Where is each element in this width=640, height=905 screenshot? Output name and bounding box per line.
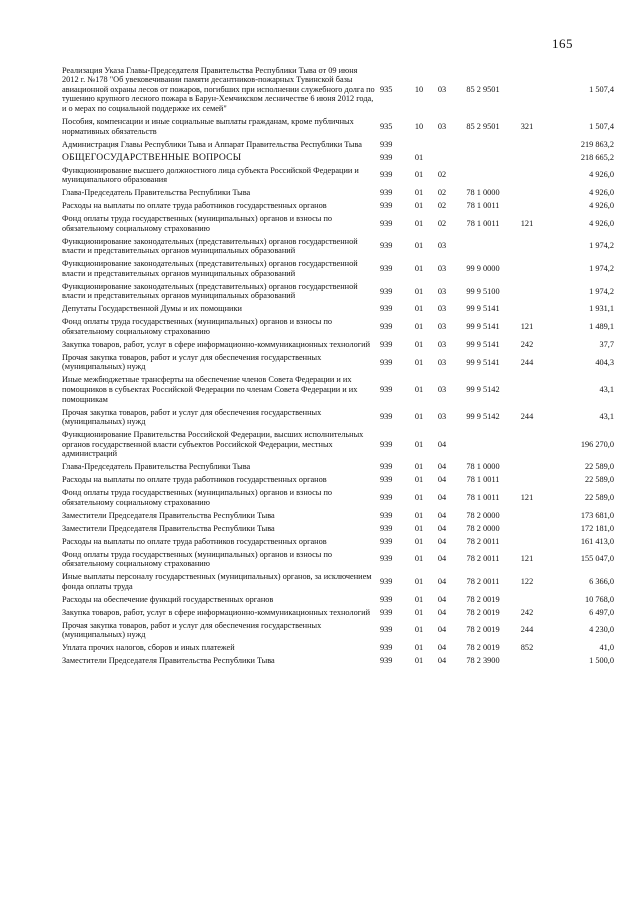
department-code-cell: 939 [380, 152, 393, 162]
amount-cell: 4 926,0 [589, 188, 614, 198]
expense-type-code-cell: 121 [520, 492, 534, 502]
department-code-cell: 939 [380, 188, 393, 198]
expense-type-code-cell [512, 374, 542, 406]
department-code-cell: 939 [380, 607, 393, 617]
expense-type-code-cell: 121 [520, 218, 534, 228]
expense-name-cell: Депутаты Государственной Думы и их помощники [62, 304, 242, 314]
amount-cell: 22 589,0 [584, 475, 614, 485]
table-row [62, 619, 614, 642]
target-article-code-cell: 99 9 5141 [466, 304, 500, 314]
expense-name-cell: Реализация Указа Главы-Председателя Правительства Республики Тыва от 09 июня 2012 г. №178 "Об увековечивании памяти десантников-пожарных Тувинской базы авиационной охраны лесов от пожаров, погибших при исполнении служебного долга по тушению крупного лесного пожара в Барун-Хемчикском лесничестве 6 июня 2012 года, и о мерах по социальной поддержке их семей" [62, 65, 375, 114]
subsection-code-cell: 02 [437, 218, 447, 228]
subsection-code-cell: 04 [437, 643, 447, 653]
department-code-cell: 939 [380, 510, 393, 520]
section-code-cell: 01 [414, 357, 424, 367]
amount-cell: 6 497,0 [589, 607, 614, 617]
subsection-code-cell: 03 [437, 304, 447, 314]
department-code-cell: 939 [380, 322, 393, 332]
budget-table-body [62, 64, 614, 668]
subsection-code-cell: 02 [437, 188, 447, 198]
table-row [62, 655, 614, 668]
section-code-cell: 01 [414, 656, 424, 666]
table-row [62, 338, 614, 351]
subsection-code-cell: 03 [437, 84, 447, 94]
table-row [62, 351, 614, 374]
target-article-code-cell: 78 2 0000 [466, 510, 500, 520]
amount-cell: 1 974,2 [589, 241, 614, 251]
table-row [62, 474, 614, 487]
table-row [62, 571, 614, 594]
table-row [62, 212, 614, 235]
table-row [62, 115, 614, 138]
target-article-code-cell: 78 1 0000 [466, 188, 500, 198]
expense-name-cell: Закупка товаров, работ, услуг в сфере информационно-коммуникационных технологий [62, 339, 371, 349]
expense-name-cell: Пособия, компенсации и иные социальные выплаты гражданам, кроме публичных нормативных обязательств [62, 117, 354, 136]
section-code-cell: 01 [414, 263, 424, 273]
department-code-cell: 939 [380, 492, 393, 502]
amount-cell: 196 270,0 [580, 439, 614, 449]
expense-type-code-cell [512, 138, 542, 151]
expense-name-cell: Расходы на выплаты по оплате труда работников государственных органов [62, 475, 327, 485]
expense-type-code-cell [512, 593, 542, 606]
expense-name-cell: Прочая закупка товаров, работ и услуг для обеспечения государственных (муниципальных) нужд [62, 352, 322, 372]
target-article-code-cell: 99 9 5142 [466, 412, 500, 422]
amount-cell: 4 926,0 [589, 218, 614, 228]
expense-type-code-cell [512, 509, 542, 522]
section-code-cell: 01 [414, 625, 424, 635]
subsection-code-cell: 03 [437, 241, 447, 251]
section-code-cell: 01 [414, 462, 424, 472]
expense-name-cell: Функционирование законодательных (представительных) органов государственной власти и представительных органов муниципальных образований [62, 236, 358, 256]
expense-type-code-cell [512, 164, 542, 187]
amount-cell: 1 507,4 [589, 121, 614, 131]
section-code-cell: 01 [414, 218, 424, 228]
table-row [62, 642, 614, 655]
table-row [62, 548, 614, 571]
budget-table [62, 64, 614, 668]
target-article-code-cell: 99 9 5141 [466, 357, 500, 367]
table-row [62, 593, 614, 606]
expense-name-cell: Уплата прочих налогов, сборов и иных платежей [62, 643, 235, 653]
expense-type-code-cell [512, 303, 542, 316]
table-row [62, 606, 614, 619]
target-article-code-cell: 78 2 0019 [466, 607, 500, 617]
expense-name-cell: Заместители Председателя Правительства Республики Тыва [62, 656, 275, 666]
department-code-cell: 939 [380, 286, 393, 296]
expense-name-cell: Функционирование Правительства Российской Федерации, высших исполнительных органов государственной власти субъектов Российской Федерации, местных администраций [62, 430, 364, 459]
amount-cell: 1 974,2 [589, 286, 614, 296]
target-article-code-cell: 78 2 0000 [466, 523, 500, 533]
expense-type-code-cell [512, 474, 542, 487]
table-row [62, 138, 614, 151]
section-code-cell: 01 [414, 475, 424, 485]
expense-name-cell: Фонд оплаты труда государственных (муниципальных) органов и взносы по обязательному социальному страхованию [62, 317, 333, 336]
department-code-cell: 935 [380, 121, 393, 131]
section-code-cell: 01 [414, 201, 424, 211]
section-code-cell: 01 [414, 523, 424, 533]
section-code-cell: 01 [414, 304, 424, 314]
expense-name-cell: Заместители Председателя Правительства Республики Тыва [62, 510, 275, 520]
expense-type-code-cell: 244 [520, 357, 534, 367]
table-row [62, 522, 614, 535]
expense-type-code-cell: 122 [520, 576, 534, 586]
expense-type-code-cell: 852 [520, 643, 534, 653]
amount-cell: 219 863,2 [580, 139, 614, 149]
expense-name-cell: Фонд оплаты труда государственных (муниципальных) органов и взносы по обязательному социальному страхованию [62, 488, 333, 507]
target-article-code-cell: 85 2 9501 [466, 121, 500, 131]
department-code-cell: 935 [380, 84, 393, 94]
department-code-cell: 939 [380, 625, 393, 635]
subsection-code-cell: 04 [437, 492, 447, 502]
target-article-code-cell: 78 2 0019 [466, 594, 500, 604]
department-code-cell: 939 [380, 384, 393, 394]
amount-cell: 155 047,0 [580, 554, 614, 564]
amount-cell: 1 974,2 [589, 263, 614, 273]
department-code-cell: 939 [380, 218, 393, 228]
expense-type-code-cell [512, 199, 542, 212]
department-code-cell: 939 [380, 439, 393, 449]
subsection-code-cell: 03 [437, 286, 447, 296]
department-code-cell: 939 [380, 554, 393, 564]
subsection-code-cell: 03 [437, 357, 447, 367]
expense-name-cell: ОБЩЕГОСУДАРСТВЕННЫЕ ВОПРОСЫ [62, 151, 242, 163]
target-article-code-cell: 99 9 5141 [466, 322, 500, 332]
expense-name-cell: Расходы на выплаты по оплате труда работников государственных органов [62, 201, 327, 211]
section-code-cell: 01 [414, 576, 424, 586]
department-code-cell: 939 [380, 170, 393, 180]
amount-cell: 22 589,0 [584, 492, 614, 502]
expense-type-code-cell [512, 64, 542, 115]
section-code-cell: 01 [414, 322, 424, 332]
table-row [62, 509, 614, 522]
section-code-cell: 01 [414, 152, 424, 162]
expense-type-code-cell: 242 [520, 607, 534, 617]
subsection-code-cell: 03 [437, 412, 447, 422]
target-article-code-cell: 99 9 5100 [466, 286, 500, 296]
department-code-cell: 939 [380, 339, 393, 349]
subsection-code-cell: 04 [437, 439, 447, 449]
subsection-code-cell: 04 [437, 475, 447, 485]
table-row [62, 164, 614, 187]
amount-cell: 41,0 [599, 643, 614, 653]
target-article-code-cell [454, 138, 512, 151]
subsection-code-cell: 04 [437, 523, 447, 533]
section-code-cell: 01 [414, 439, 424, 449]
table-row [62, 428, 614, 460]
table-row [62, 257, 614, 280]
expense-type-code-cell [512, 186, 542, 199]
department-code-cell: 939 [380, 576, 393, 586]
target-article-code-cell: 78 2 0011 [466, 536, 500, 546]
expense-name-cell: Закупка товаров, работ, услуг в сфере информационно-коммуникационных технологий [62, 607, 371, 617]
table-row [62, 535, 614, 548]
expense-type-code-cell [512, 461, 542, 474]
section-code-cell: 01 [414, 412, 424, 422]
subsection-code-cell: 02 [437, 170, 447, 180]
expense-type-code-cell [512, 535, 542, 548]
subsection-code-cell: 03 [437, 322, 447, 332]
target-article-code-cell: 99 9 5141 [466, 339, 500, 349]
expense-type-code-cell [512, 428, 542, 460]
target-article-code-cell: 78 2 0019 [466, 643, 500, 653]
expense-name-cell: Заместители Председателя Правительства Республики Тыва [62, 523, 275, 533]
section-code-cell: 01 [414, 554, 424, 564]
table-row [62, 374, 614, 406]
department-code-cell: 939 [380, 536, 393, 546]
expense-type-code-cell [512, 151, 542, 164]
amount-cell: 1 489,1 [589, 322, 614, 332]
expense-name-cell: Прочая закупка товаров, работ и услуг для обеспечения государственных (муниципальных) нужд [62, 407, 322, 427]
table-row [62, 461, 614, 474]
expense-type-code-cell: 242 [520, 339, 534, 349]
subsection-code-cell: 03 [437, 339, 447, 349]
expense-name-cell: Функционирование законодательных (представительных) органов государственной власти и представительных органов муниципальных образований [62, 259, 358, 278]
amount-cell: 1 931,1 [589, 304, 614, 314]
subsection-code-cell: 04 [437, 554, 447, 564]
expense-type-code-cell: 244 [520, 412, 534, 422]
subsection-code-cell: 04 [437, 462, 447, 472]
target-article-code-cell [454, 164, 512, 187]
section-code-cell [408, 138, 430, 151]
department-code-cell: 939 [380, 594, 393, 604]
target-article-code-cell: 78 2 0011 [466, 576, 500, 586]
table-row [62, 316, 614, 339]
subsection-code-cell: 04 [437, 656, 447, 666]
table-row [62, 64, 614, 115]
amount-cell: 173 681,0 [580, 510, 614, 520]
department-code-cell: 939 [380, 475, 393, 485]
section-code-cell: 01 [414, 536, 424, 546]
department-code-cell: 939 [380, 523, 393, 533]
subsection-code-cell: 04 [437, 536, 447, 546]
amount-cell: 404,3 [595, 357, 614, 367]
target-article-code-cell: 78 1 0011 [466, 492, 500, 502]
section-code-cell: 01 [414, 339, 424, 349]
section-code-cell: 01 [414, 384, 424, 394]
department-code-cell: 939 [380, 643, 393, 653]
expense-name-cell: Иные межбюджетные трансферты на обеспечение членов Совета Федерации и их помощников в субъектах Российской Федерации по членам Совета Федерации и их помощникам [62, 375, 358, 404]
subsection-code-cell: 04 [437, 625, 447, 635]
subsection-code-cell: 02 [437, 201, 447, 211]
amount-cell: 1 507,4 [589, 84, 614, 94]
amount-cell: 1 500,0 [589, 656, 614, 666]
expense-type-code-cell: 121 [520, 322, 534, 332]
expense-type-code-cell [512, 257, 542, 280]
subsection-code-cell [430, 138, 454, 151]
subsection-code-cell: 04 [437, 576, 447, 586]
expense-name-cell: Функционирование законодательных (представительных) органов государственной власти и представительных органов муниципальных образований [62, 281, 358, 301]
amount-cell: 6 366,0 [589, 576, 614, 586]
target-article-code-cell: 85 2 9501 [466, 84, 500, 94]
target-article-code-cell: 99 9 0000 [466, 263, 500, 273]
amount-cell: 4 926,0 [589, 201, 614, 211]
section-code-cell: 01 [414, 188, 424, 198]
expense-type-code-cell [512, 522, 542, 535]
table-row [62, 486, 614, 509]
table-row [62, 151, 614, 164]
amount-cell: 43,1 [599, 412, 614, 422]
expense-name-cell: Фонд оплаты труда государственных (муниципальных) органов и взносы по обязательному социальному страхованию [62, 214, 333, 233]
expense-type-code-cell: 321 [520, 121, 534, 131]
section-code-cell: 01 [414, 607, 424, 617]
expense-type-code-cell: 244 [520, 625, 534, 635]
amount-cell: 161 413,0 [580, 536, 614, 546]
subsection-code-cell: 04 [437, 607, 447, 617]
table-row [62, 303, 614, 316]
target-article-code-cell: 78 1 0011 [466, 475, 500, 485]
section-code-cell: 10 [414, 121, 424, 131]
amount-cell: 10 768,0 [584, 594, 614, 604]
expense-name-cell: Глава-Председатель Правительства Республики Тыва [62, 188, 251, 198]
amount-cell: 37,7 [599, 339, 614, 349]
target-article-code-cell: 78 2 3900 [466, 656, 500, 666]
table-row [62, 406, 614, 429]
amount-cell: 4 926,0 [589, 170, 614, 180]
subsection-code-cell: 04 [437, 594, 447, 604]
expense-name-cell: Фонд оплаты труда государственных (муниципальных) органов и взносы по обязательному социальному страхованию [62, 549, 333, 569]
amount-cell: 172 181,0 [580, 523, 614, 533]
section-code-cell: 01 [414, 510, 424, 520]
subsection-code-cell: 03 [437, 384, 447, 394]
subsection-code-cell [430, 151, 454, 164]
expense-name-cell: Функционирование высшего должностного лица субъекта Российской Федерации и муниципального образования [62, 165, 359, 185]
section-code-cell: 01 [414, 492, 424, 502]
expense-name-cell: Прочая закупка товаров, работ и услуг для обеспечения государственных (муниципальных) нужд [62, 620, 322, 640]
target-article-code-cell: 78 1 0011 [466, 218, 500, 228]
department-code-cell: 939 [380, 412, 393, 422]
department-code-cell: 939 [380, 656, 393, 666]
table-row [62, 199, 614, 212]
table-row [62, 186, 614, 199]
section-code-cell: 01 [414, 170, 424, 180]
amount-cell: 4 230,0 [589, 625, 614, 635]
target-article-code-cell: 78 1 0011 [466, 201, 500, 211]
department-code-cell: 939 [380, 241, 393, 251]
section-code-cell: 01 [414, 643, 424, 653]
amount-cell: 22 589,0 [584, 462, 614, 472]
department-code-cell: 939 [380, 462, 393, 472]
subsection-code-cell: 03 [437, 121, 447, 131]
target-article-code-cell: 78 2 0019 [466, 625, 500, 635]
subsection-code-cell: 04 [437, 510, 447, 520]
expense-name-cell: Расходы на обеспечение функций государственных органов [62, 594, 274, 604]
department-code-cell: 939 [380, 304, 393, 314]
target-article-code-cell: 78 2 0011 [466, 554, 500, 564]
section-code-cell: 10 [414, 84, 424, 94]
expense-name-cell: Иные выплаты персоналу государственных (муниципальных) органов, за исключением фонда оплаты труда [62, 572, 372, 591]
page-number: 165 [552, 36, 573, 51]
expense-type-code-cell [512, 235, 542, 258]
target-article-code-cell: 78 1 0000 [466, 462, 500, 472]
expense-name-cell: Администрация Главы Республики Тыва и Аппарат Правительства Республики Тыва [62, 139, 362, 149]
section-code-cell: 01 [414, 286, 424, 296]
table-row [62, 235, 614, 258]
expense-type-code-cell [512, 655, 542, 668]
table-row [62, 280, 614, 303]
department-code-cell: 939 [380, 139, 393, 149]
department-code-cell: 939 [380, 357, 393, 367]
target-article-code-cell [454, 235, 512, 258]
department-code-cell: 939 [380, 201, 393, 211]
amount-cell: 218 665,2 [580, 152, 614, 162]
expense-type-code-cell: 121 [520, 554, 534, 564]
expense-type-code-cell [512, 280, 542, 303]
expense-name-cell: Глава-Председатель Правительства Республики Тыва [62, 462, 251, 472]
section-code-cell: 01 [414, 241, 424, 251]
subsection-code-cell: 03 [437, 263, 447, 273]
target-article-code-cell [454, 428, 512, 460]
amount-cell: 43,1 [599, 384, 614, 394]
department-code-cell: 939 [380, 263, 393, 273]
target-article-code-cell: 99 9 5142 [466, 384, 500, 394]
target-article-code-cell [454, 151, 512, 164]
section-code-cell: 01 [414, 594, 424, 604]
expense-name-cell: Расходы на выплаты по оплате труда работников государственных органов [62, 536, 327, 546]
